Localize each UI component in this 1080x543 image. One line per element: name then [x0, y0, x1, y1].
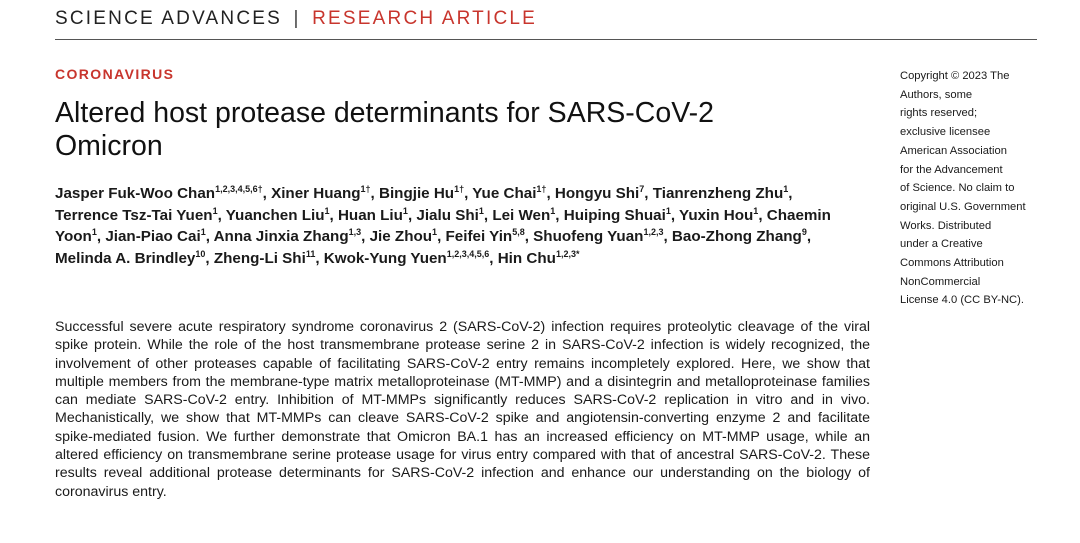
- author[interactable]: Xiner Huang$^{1\dagger}$: [271, 183, 371, 202]
- copyright-line: NonCommercial: [900, 275, 981, 288]
- author-affiliation: 1: [432, 226, 438, 237]
- author[interactable]: Hin Chu$^{1,2,3*}$: [497, 248, 580, 267]
- abstract: Successful severe acute respiratory syndrome coronavirus 2 (SARS-CoV-2) infection requires proteolytic cleavage of the viral spike protein. While the role of the host transmembrane protease serine 2 in SARS-CoV-2 infection is widely recognized, the involvement of other proteases capable of facilitating SARS-CoV-2 entry remains incompletely explored. Here, we show that multiple members from the membrane-type matrix metalloproteinase (MT-MMP) and a disintegrin and metalloproteinase families can mediate SARS-CoV-2 entry. Inhibition of MT-MMPs significantly reduces SARS-CoV-2 replication in vitro and in vivo. Mechanistically, we show that MT-MMPs can cleave SARS-CoV-2 spike and angiotensin-converting enzyme 2 and facilitate spike-mediated fusion. We further demonstrate that Omicron BA.1 has an increased efficiency on MT-MMP usage, while an altered efficiency on transmembrane serine protease usage for virus entry compared with that of ancestral SARS-CoV-2. These results reveal additional protease determinants for SARS-CoV-2 infection and enhance our understanding on the biology of coronavirus entry.: [55, 319, 870, 500]
- author[interactable]: Jie Zhou$^1$: [369, 226, 438, 245]
- copyright-line: License 4.0 (CC BY-NC).: [900, 294, 1024, 307]
- author-affiliation: 9: [801, 226, 807, 237]
- copyright-line: Commons Attribution: [900, 257, 1004, 270]
- author[interactable]: Yue Chai$^{1\dagger}$: [472, 183, 547, 202]
- author-affiliation: 1: [212, 205, 218, 216]
- copyright-line: Authors, some: [900, 88, 973, 101]
- copyright-line: original U.S. Government: [900, 200, 1026, 213]
- author[interactable]: Jasper Fuk-Woo Chan$^{1,2,3,4,5,6\dagger}$: [55, 183, 263, 202]
- author-affiliation: 1: [200, 226, 206, 237]
- copyright-line: Copyright © 2023 The: [900, 70, 1010, 82]
- article-type: RESEARCH ARTICLE: [312, 8, 538, 29]
- article-title: Altered host protease determinants for SARS-CoV-2 Omicron: [55, 97, 714, 162]
- copyright-line: rights reserved;: [900, 107, 978, 120]
- copyright-line: Works. Distributed: [900, 219, 992, 232]
- copyright-notice: [900, 67, 1050, 310]
- author-affiliation: 1: [665, 205, 671, 216]
- copyright-line: American Association: [900, 144, 1007, 157]
- author-affiliation: 1,3: [348, 226, 362, 237]
- author[interactable]: Bao-Zhong Zhang$^9$: [671, 226, 807, 245]
- author-affiliation: 1†: [536, 183, 547, 194]
- author[interactable]: Yuanchen Liu$^1$: [225, 205, 330, 224]
- author-affiliation: 1: [783, 183, 789, 194]
- author[interactable]: Huan Liu$^1$: [337, 205, 408, 224]
- author[interactable]: Jialu Shi$^1$: [416, 205, 484, 224]
- author[interactable]: Anna Jinxia Zhang$^{1,3}$: [213, 226, 362, 245]
- header-rule: [55, 39, 1037, 40]
- author-list: Jasper Fuk-Woo Chan$^{1,2,3,4,5,6\dagger}$, Xiner Huang$^{1\dagger}$, Bingjie $Hu^{1\dagger}$, Yue Chai$^{1\dagger}$, Hongyu Shi$^7$, Tianrenzheng Zhu$^1$, Terrence Tsz-Tai Yuen$^1$, Yuanchen Liu$^1$, Huan Liu$^1$, Jialu Shi$^1$, Lei Wen$^1$, Huiping Shuai$^1$, Yuxin Hou$^1$, Chaemin Yoon$^1$, Jian-Piao Cai$^1$, Anna Jinxia Zhang$^{1,3}$, Jie Zhou$^1$, Feifei Yin$^{5,8}$, Shuofeng Yuan$^{1,2,3}$, Bao-Zhong Zhang$^9$, Melinda A. Brindley$^{10}$, Zheng-Li Shi$^{11}$, Kwok-Yung Yuen$^{1,2,3,4,5,6}$, Hin Chu$^{1,2,3*}$: [55, 183, 831, 267]
- author[interactable]: Huiping Shuai$^1$: [563, 205, 671, 224]
- author[interactable]: Melinda A. Brindley$^{10}$: [55, 248, 206, 267]
- author-affiliation: 1,2,3,4,5,6†: [215, 183, 263, 194]
- author[interactable]: Bingjie $Hu^{1\dagger}$: [378, 183, 465, 202]
- author[interactable]: Shuofeng Yuan$^{1,2,3}$: [533, 226, 664, 245]
- author[interactable]: Kwok-Yung Yuen$^{1,2,3,4,5,6}$: [323, 248, 490, 267]
- copyright-line: exclusive licensee: [900, 126, 991, 139]
- author[interactable]: Feifei Yin$^{5,8}$: [445, 226, 525, 245]
- author-affiliation: 1†: [454, 183, 465, 194]
- author-affiliation: 1,2,3*: [555, 248, 580, 259]
- copyright-line: for the Advancement: [900, 163, 1003, 176]
- author-affiliation: 1: [91, 226, 97, 237]
- author-affiliation: 1: [550, 205, 556, 216]
- author[interactable]: Terrence Tsz-Tai Yuen$^1$: [55, 205, 218, 224]
- author-affiliation: 1: [478, 205, 484, 216]
- copyright-line: of Science. No claim to: [900, 182, 1015, 195]
- author[interactable]: Yuxin Hou$^1$: [679, 205, 759, 224]
- author-affiliation: 1,2,3,4,5,6: [446, 248, 490, 259]
- author[interactable]: Hongyu Shi$^7$: [554, 183, 645, 202]
- journal-masthead: [55, 8, 537, 30]
- author-affiliation: 1†: [360, 183, 371, 194]
- author-affiliation: 7: [639, 183, 645, 194]
- author-affiliation: 1: [324, 205, 330, 216]
- copyright-line: under a Creative: [900, 238, 983, 251]
- subject-category: CORONAVIRUS: [55, 66, 175, 82]
- author[interactable]: Lei Wen$^1$: [492, 205, 556, 224]
- author-affiliation: 10: [195, 248, 206, 259]
- author[interactable]: Chaemin Yoon$^1$: [55, 206, 831, 245]
- masthead-separator: |: [293, 8, 301, 29]
- author-affiliation: 5,8: [512, 226, 525, 237]
- author-affiliation: 11: [305, 248, 316, 259]
- author-affiliation: 1: [753, 205, 759, 216]
- author-affiliation: 1: [402, 205, 408, 216]
- author[interactable]: Jian-Piao Cai$^1$: [105, 226, 206, 245]
- journal-name: SCIENCE ADVANCES: [55, 8, 283, 29]
- author[interactable]: Tianrenzheng Zhu$^1$: [652, 183, 789, 202]
- author-affiliation: 1,2,3: [643, 226, 664, 237]
- author[interactable]: Zheng-Li Shi$^{11}$: [213, 248, 316, 267]
